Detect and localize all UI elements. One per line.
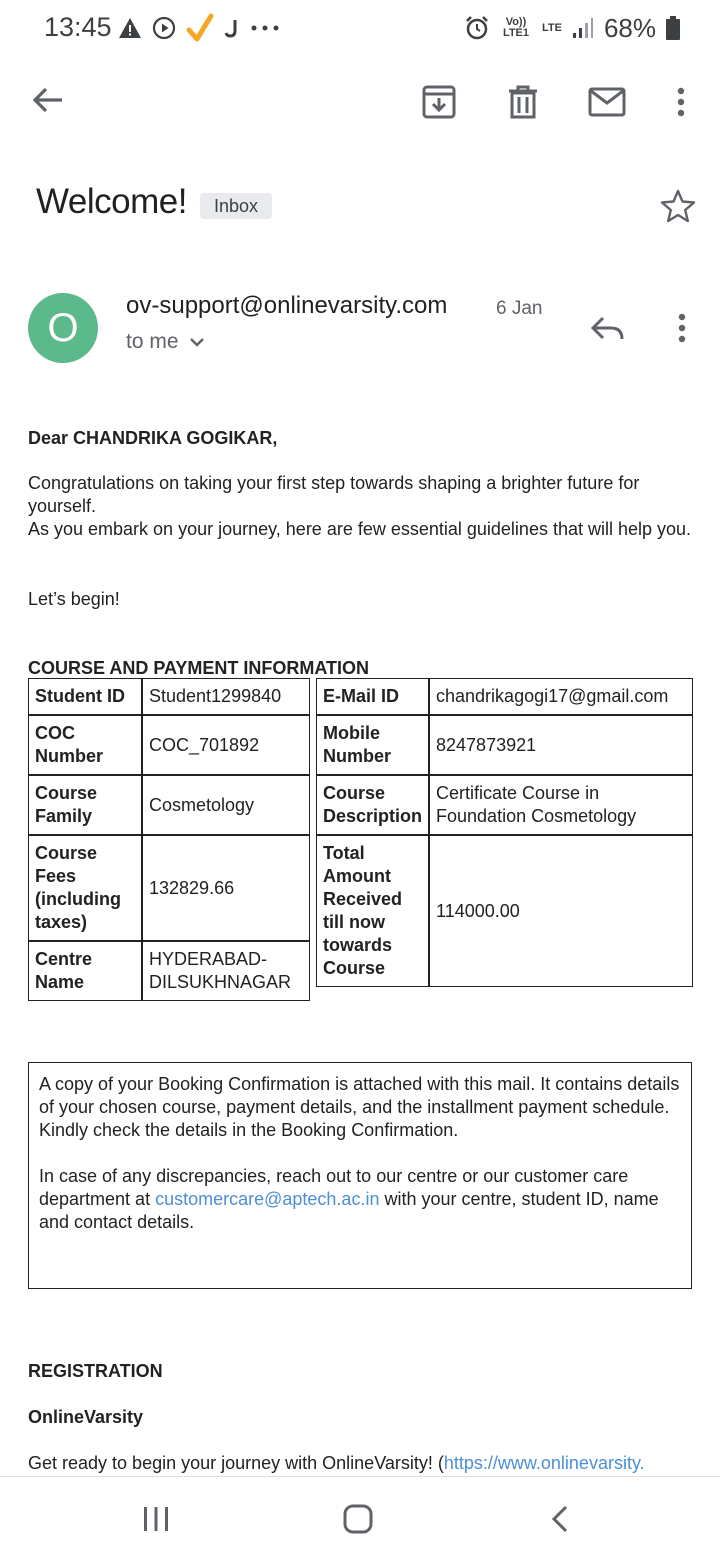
battery-icon <box>666 16 680 40</box>
email-subject: Welcome! <box>36 182 187 221</box>
home-icon <box>343 1504 373 1534</box>
recent-apps-icon <box>142 1505 170 1533</box>
system-navigation-bar <box>0 1476 720 1561</box>
course-fees-label: Course Fees (including taxes) <box>28 835 142 941</box>
booking-notice-box <box>28 1062 692 1289</box>
archive-button[interactable] <box>411 74 467 130</box>
course-info-table-right <box>316 678 693 987</box>
course-section-title: COURSE AND PAYMENT INFORMATION <box>28 658 370 678</box>
table-row <box>28 678 310 715</box>
greeting: Dear CHANDRIKA GOGIKAR, <box>28 428 278 448</box>
mobile-number-label: Mobile Number <box>316 715 429 775</box>
recipient-details-toggle[interactable] <box>126 330 205 354</box>
star-icon <box>660 189 696 223</box>
network-type: LTE <box>541 21 562 34</box>
onlinevarsity-link[interactable]: https://www.onlinevarsity. <box>443 1453 645 1473</box>
chevron-down-icon <box>189 337 205 347</box>
back-button[interactable] <box>20 72 76 128</box>
network-label: Vo)) LTE1 <box>502 16 530 39</box>
course-description-label: Course Description <box>316 775 429 835</box>
signal-icon <box>572 17 594 39</box>
home-button[interactable] <box>330 1497 386 1541</box>
table-row <box>28 775 310 835</box>
centre-name-value: HYDERABAD-DILSUKHNAGAR <box>142 941 310 1001</box>
lets-begin: Let’s begin! <box>28 589 120 609</box>
trash-icon <box>508 85 538 119</box>
booking-notice-paragraph: A copy of your Booking Confirmation is attached with this mail. It contains details of your chosen course, payment details, and the installment payment schedule. Kindly check the details in the Booking Confirmation. <box>39 1074 680 1140</box>
alarm-icon <box>464 15 490 41</box>
email-date: 6 Jan <box>496 298 543 319</box>
registration-title: REGISTRATION <box>28 1361 163 1381</box>
table-row <box>316 775 693 835</box>
table-row <box>28 835 310 941</box>
status-time: 13:45 <box>44 12 112 42</box>
student-id-value: Student1299840 <box>142 678 310 715</box>
email-id-label: E-Mail ID <box>316 678 429 715</box>
course-family-label: Course Family <box>28 775 142 835</box>
system-back-button[interactable] <box>532 1497 588 1541</box>
table-row <box>316 678 693 715</box>
table-row <box>316 835 693 987</box>
coc-number-label: COC Number <box>28 715 142 775</box>
reply-icon <box>591 315 625 341</box>
warning-icon <box>118 17 142 39</box>
course-family-value: Cosmetology <box>142 775 310 835</box>
reply-button[interactable] <box>580 300 636 356</box>
discrepancy-text-end: with your centre, student ID, name and contact details. <box>39 1189 659 1232</box>
table-row <box>316 715 693 775</box>
chevron-left-icon <box>551 1505 569 1533</box>
table-row <box>28 941 310 1001</box>
discrepancy-paragraph <box>39 1165 681 1234</box>
delete-button[interactable] <box>495 74 551 130</box>
message-more-button[interactable] <box>654 300 710 356</box>
course-fees-value: 132829.66 <box>142 835 310 941</box>
customer-care-link[interactable]: customercare@aptech.ac.in <box>155 1189 380 1209</box>
status-notification-icons <box>118 12 280 44</box>
arrow-left-icon <box>32 86 64 114</box>
j-app-icon <box>224 17 240 39</box>
more-options-button[interactable] <box>653 74 709 130</box>
table-row <box>28 715 310 775</box>
mobile-number-value: 8247873921 <box>429 715 693 775</box>
journey-text <box>28 1452 720 1475</box>
amount-received-value: 114000.00 <box>429 835 693 987</box>
intro-paragraph-1: Congratulations on taking your first step towards shaping a brighter future for yourself. <box>28 473 640 516</box>
journey-text-start: Get ready to begin your journey with OnlineVarsity! ( <box>28 1453 444 1473</box>
star-button[interactable] <box>656 184 700 228</box>
student-id-label: Student ID <box>28 678 142 715</box>
recent-apps-button[interactable] <box>128 1497 184 1541</box>
avatar-letter: O <box>47 305 79 350</box>
inbox-label[interactable]: Inbox <box>200 193 272 219</box>
onlinevarsity-title: OnlineVarsity <box>28 1407 144 1427</box>
more-vert-icon <box>678 313 686 343</box>
sender-avatar[interactable] <box>28 293 98 363</box>
more-notifications-icon <box>250 24 280 32</box>
play-circle-icon <box>152 16 176 40</box>
centre-name-label: Centre Name <box>28 941 142 1001</box>
more-vert-icon <box>677 87 685 117</box>
recipient-label: to me <box>126 330 179 353</box>
coc-number-value: COC_701892 <box>142 715 310 775</box>
mail-icon <box>588 87 626 117</box>
sender-email[interactable]: ov-support@onlinevarsity.com <box>126 292 448 319</box>
mark-unread-button[interactable] <box>579 74 635 130</box>
intro-paragraph-2: As you embark on your journey, here are few essential guidelines that will help you. <box>28 519 692 539</box>
course-description-value: Certificate Course in Foundation Cosmetology <box>429 775 693 835</box>
battery-level: 68% <box>603 12 656 43</box>
email-id-value[interactable]: chandrikagogi17@gmail.com <box>429 678 693 715</box>
check-icon <box>186 13 214 43</box>
archive-icon <box>422 85 456 119</box>
status-system-icons <box>464 12 680 44</box>
discrepancy-text-start: In case of any discrepancies, reach out to our centre or our customer care department at <box>39 1166 629 1209</box>
amount-received-label: Total Amount Received till now towards Course <box>316 835 429 987</box>
course-info-table-left <box>28 678 310 1001</box>
